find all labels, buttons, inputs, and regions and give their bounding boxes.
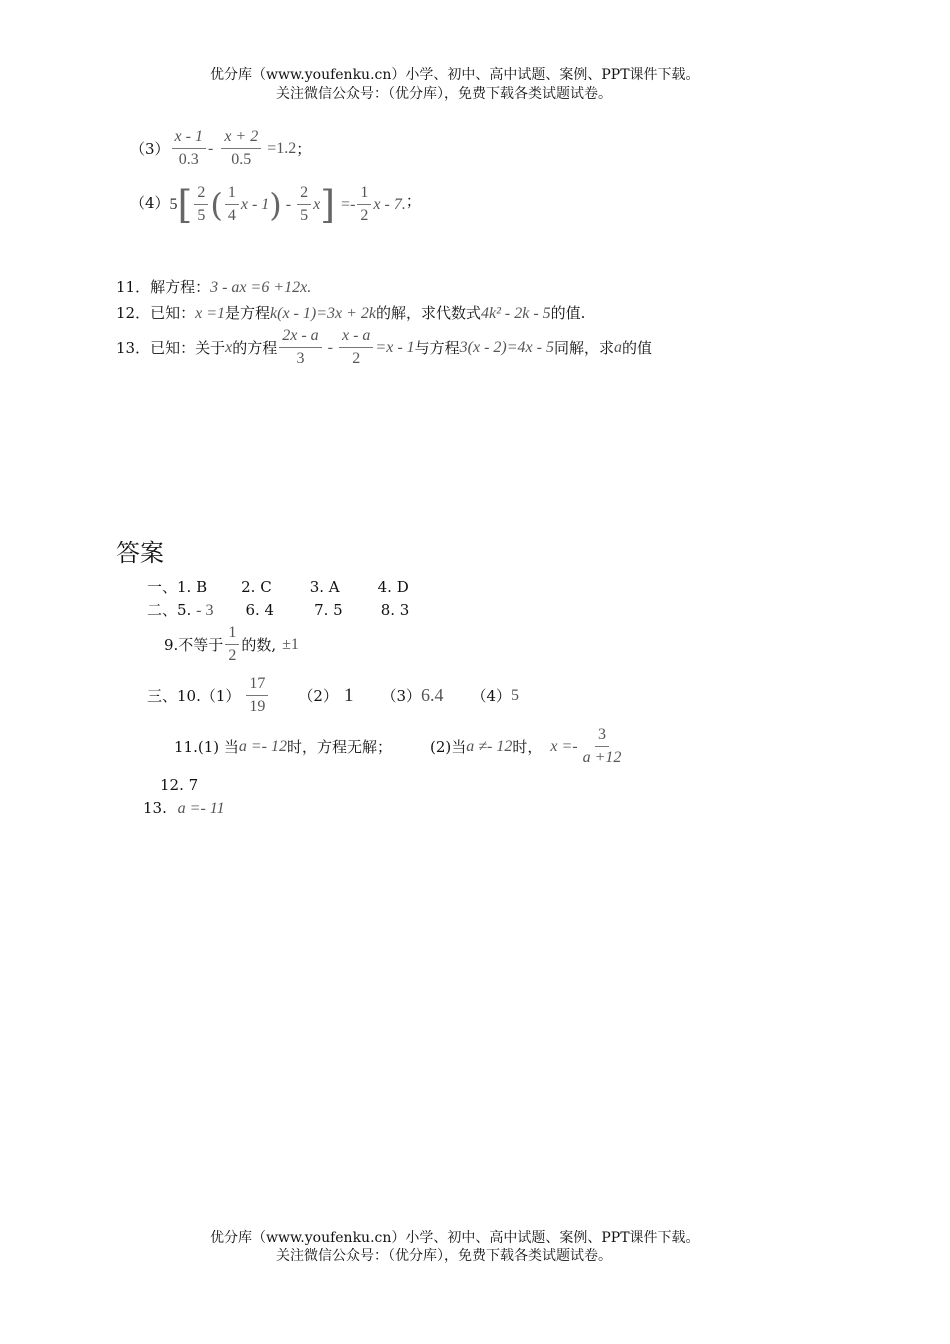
answer-13 [143, 799, 225, 818]
footer-line-1: 优分库（www.youfenku.cn）小学、初中、高中试题、案例、PPT课件下载。 [210, 1230, 700, 1246]
q9-text: 的数, [241, 636, 277, 654]
answers-part-3 [147, 675, 519, 716]
answers-part-1 [147, 576, 409, 597]
variable-a: a [614, 338, 622, 356]
q11-solution-lhs: x =- [550, 737, 578, 755]
q13-text-3: 同解，求 [553, 339, 614, 357]
q10-4-rest: x - 7. [373, 195, 406, 213]
q11-label: 11．解方程： [116, 278, 211, 296]
q10-4-fraction-3 [297, 184, 311, 225]
fraction-denominator: 2 [352, 350, 361, 367]
answers-title: 答案 [116, 539, 164, 567]
q11-condition-1: a =- 12 [238, 737, 287, 755]
fraction-numerator: 1 [225, 184, 239, 205]
answer-item: 7. 5 [314, 601, 343, 619]
fraction-numerator: x - 1 [172, 128, 206, 149]
q10-1-answer-fraction [246, 675, 268, 716]
q13-equation-2: 3(x - 2)=4x - 5 [459, 338, 554, 356]
q13-text-4: 的值 [622, 339, 653, 357]
q10-3-label: （3） [381, 687, 421, 705]
q13-fraction-1 [279, 327, 321, 368]
q11-equation: 3 - ax =6 +12x. [210, 279, 312, 296]
fraction-denominator: 2 [360, 207, 369, 224]
q11-part-1: 11.(1) 当 [174, 738, 239, 756]
q11-condition-2: a ≠- 12 [466, 737, 513, 755]
q10-3-answer: 6.4 [421, 685, 444, 705]
q12-condition: x =1 [195, 305, 225, 322]
answer-11 [174, 726, 626, 767]
q11-text: 时， [512, 738, 543, 756]
left-paren: ( [210, 185, 223, 224]
semicolon: ； [296, 140, 312, 158]
answer-item: 8. 3 [380, 601, 410, 619]
answer-item-5-value: - 3 [196, 602, 214, 619]
right-bracket: ] [320, 182, 336, 227]
q12-equation: k(x - 1)=3x + 2k [270, 305, 376, 322]
semicolon: ； [405, 192, 421, 210]
question-13 [116, 327, 652, 368]
answer-12: 12. 7 [160, 776, 199, 794]
answer-item: 4. D [377, 578, 409, 596]
question-10-3 [130, 128, 311, 169]
left-bracket: [ [177, 182, 193, 227]
q12-text-3: 的值. [550, 304, 586, 322]
fraction-numerator: 1 [225, 624, 239, 645]
q13-answer-label: 13. [143, 799, 167, 817]
coefficient: 5 [169, 195, 178, 213]
q12-expression: 4k² - 2k - 5 [481, 305, 551, 322]
header-line-2: 关注微信公众号：（优分库），免费下载各类试题试卷。 [276, 86, 612, 102]
header-line-1: 优分库（www.youfenku.cn）小学、初中、高中试题、案例、PPT课件下载。 [210, 67, 700, 83]
fraction-denominator: 5 [197, 207, 206, 224]
fraction-numerator: 2 [194, 184, 208, 205]
fraction-denominator: 3 [296, 350, 305, 367]
question-10-4 [130, 184, 421, 225]
q9-value: ±1 [282, 635, 299, 653]
q12-text-2: 的解，求代数式 [376, 304, 482, 322]
answer-9 [164, 624, 299, 665]
variable-x: x [225, 338, 233, 356]
q9-label: 9.不等于 [164, 636, 224, 654]
minus-sign: - [285, 195, 292, 213]
footer-line-2: 关注微信公众号：（优分库），免费下载各类试题试卷。 [276, 1248, 612, 1264]
fraction-denominator: a +12 [582, 749, 622, 766]
q10-3-rhs: =1.2 [267, 139, 297, 157]
question-11 [116, 276, 311, 297]
q12-text-1: 是方程 [225, 304, 271, 322]
q10-4-label: （4） [471, 687, 512, 705]
q13-text-2: 与方程 [414, 339, 460, 357]
answer-item: 1. B [177, 578, 208, 596]
q13-rhs: =x - 1 [375, 338, 415, 356]
fraction-denominator: 5 [300, 207, 309, 224]
q11-part-2: (2)当 [430, 738, 467, 756]
answers-part-2 [147, 599, 409, 620]
q11-no-solution: 时，方程无解； [287, 738, 393, 756]
minus-sign: - [207, 139, 214, 157]
q13-fraction-2 [339, 327, 373, 368]
equals-negative: =- [341, 195, 356, 213]
answer-item: 6. 4 [245, 601, 275, 619]
q10-2-answer: 1 [343, 684, 354, 706]
fraction-denominator: 19 [249, 698, 266, 715]
q11-solution-fraction [580, 726, 625, 767]
q13-text-1: 的方程 [232, 339, 278, 357]
question-12 [116, 302, 585, 323]
fraction-numerator: x - a [339, 327, 373, 348]
minus-sign: - [327, 338, 333, 356]
answer-item: 3. A [309, 578, 340, 596]
q13-answer-value: a =- 11 [177, 800, 225, 817]
fraction-denominator: 4 [227, 207, 236, 224]
fraction-numerator: 1 [357, 184, 371, 205]
fraction-numerator: x + 2 [221, 128, 261, 149]
q10-3-fraction-2 [221, 128, 261, 169]
q10-4-fraction-1 [194, 184, 208, 225]
part-3-label: 三、10.（1） [147, 687, 241, 705]
fraction-numerator: 17 [246, 675, 268, 696]
right-paren: ) [269, 185, 282, 224]
q9-fraction [225, 624, 239, 665]
fraction-numerator: 2x - a [279, 327, 321, 348]
answer-item: 2. C [241, 578, 272, 596]
q10-4-fraction-4 [357, 184, 371, 225]
q13-label: 13．已知：关于 [116, 339, 226, 357]
fraction-numerator: 2 [297, 184, 311, 205]
variable-x: x [313, 195, 321, 213]
q12-label: 12．已知： [116, 304, 196, 322]
fraction-numerator: 3 [595, 726, 609, 747]
fraction-denominator: 0.5 [231, 151, 252, 168]
fraction-denominator: 0.3 [178, 151, 199, 168]
fraction-denominator: 2 [228, 647, 237, 664]
inner-expression: x - 1 [240, 195, 270, 213]
q10-4-fraction-2 [225, 184, 239, 225]
q10-2-label: （2） [298, 687, 338, 705]
part-2-label: 二、 [147, 601, 178, 619]
part-1-label: 一、 [147, 578, 178, 596]
answer-item-5-label: 5. [177, 601, 192, 619]
q10-4-label: （4） [130, 194, 170, 212]
q10-3-label: （3） [130, 140, 170, 158]
q10-4-answer: 5 [511, 686, 520, 704]
q10-3-fraction-1 [172, 128, 206, 169]
